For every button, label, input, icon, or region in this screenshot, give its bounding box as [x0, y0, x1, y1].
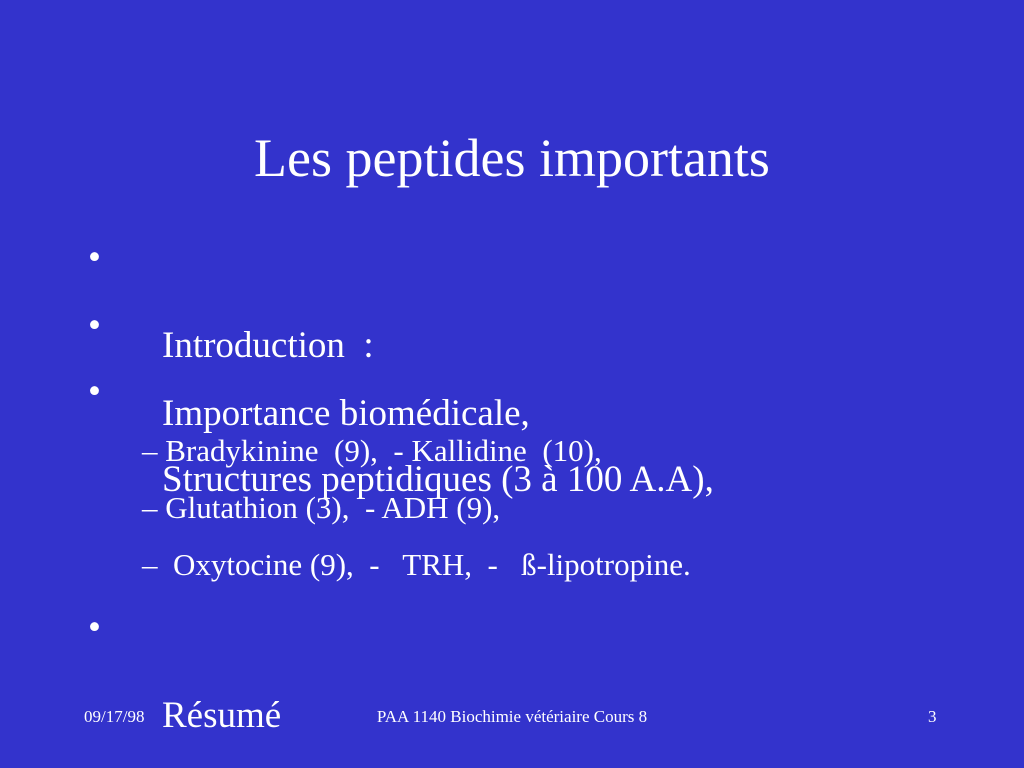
bullet-text: Importance biomédicale,	[162, 393, 530, 434]
slide-title: Les peptides importants	[254, 128, 770, 188]
bullet-marker: •	[88, 607, 101, 648]
bullet-text: Introduction :	[162, 325, 374, 366]
bullet-marker: •	[88, 305, 101, 346]
footer-date: 09/17/98	[84, 707, 145, 726]
sub-bullet-oxytocine: – Oxytocine (9), - TRH, - ß-lipotropine.	[142, 547, 691, 582]
footer-course-title: PAA 1140 Biochimie vétériaire Cours 8	[376, 707, 648, 726]
bullet-marker: •	[88, 371, 101, 412]
sub-bullet-bradykinine: – Bradykinine (9), - Kallidine (10),	[142, 433, 602, 468]
footer-page-number: 3	[928, 707, 937, 726]
sub-bullet-glutathion: – Glutathion (3), - ADH (9),	[142, 490, 501, 525]
bullet-text: Résumé	[162, 695, 282, 736]
bullet-marker: •	[88, 237, 101, 278]
bullet-text: Structures peptidiques (3 à 100 A.A),	[162, 459, 714, 500]
